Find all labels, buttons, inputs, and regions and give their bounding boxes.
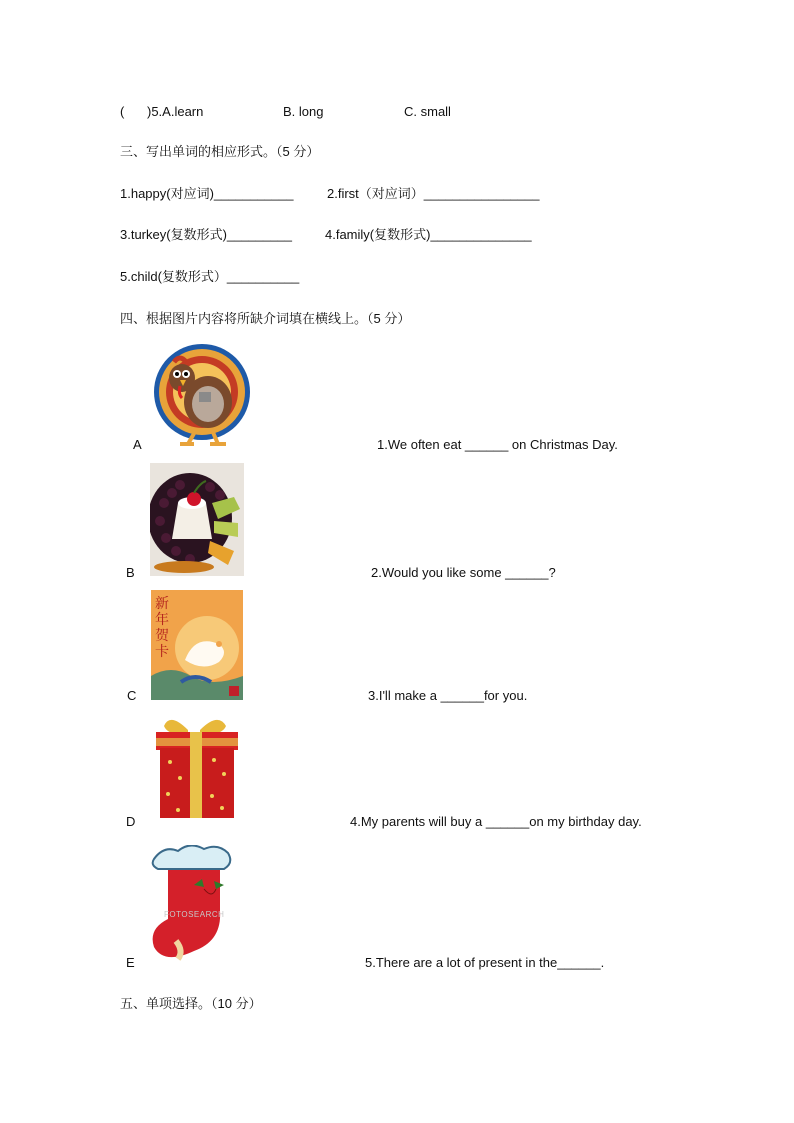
section3-item-1: 1.happy(对应词)___________ <box>120 186 294 201</box>
section3-item-4: 4.family(复数形式)______________ <box>325 227 532 242</box>
q5-option-b: B. long <box>283 104 324 119</box>
gift-box-image <box>150 712 242 824</box>
row-sentence-3: 3.I'll make a ______for you. <box>368 688 528 703</box>
row-letter-d: D <box>126 814 136 829</box>
card-text-char-1: 新 <box>155 596 169 612</box>
stocking-image <box>148 845 234 967</box>
row-letter-b: B <box>126 565 135 580</box>
row-sentence-4: 4.My parents will buy a ______on my birthday day. <box>350 814 642 829</box>
section3-item-5: 5.child(复数形式）__________ <box>120 269 300 284</box>
section3-heading: 三、写出单词的相应形式。（5 分） <box>120 144 320 159</box>
card-text-char-2: 年 <box>155 612 169 628</box>
section3-item-2: 2.first（对应词）________________ <box>327 186 540 201</box>
row-letter-c: C <box>127 688 137 703</box>
dessert-image <box>150 463 244 576</box>
row-letter-e: E <box>126 955 135 970</box>
row-sentence-2: 2.Would you like some ______? <box>371 565 556 580</box>
section4-heading: 四、根据图片内容将所缺介词填在横线上。（5 分） <box>120 311 411 326</box>
q5-option-c: C. small <box>404 104 451 119</box>
q5-paren: ( <box>120 104 125 119</box>
section3-item-3: 3.turkey(复数形式)_________ <box>120 227 292 242</box>
row-sentence-5: 5.There are a lot of present in the______. <box>365 955 605 970</box>
watermark-text: FOTOSEARCH <box>164 910 225 919</box>
card-text-char-4: 卡 <box>155 644 169 660</box>
new-year-card-image <box>151 590 243 700</box>
turkey-image <box>150 340 252 450</box>
card-text-char-3: 贺 <box>155 628 169 644</box>
row-sentence-1: 1.We often eat ______ on Christmas Day. <box>377 437 618 452</box>
section5-heading: 五、单项选择。（10 分） <box>120 996 262 1011</box>
q5-option-a: )5.A.learn <box>147 104 204 119</box>
row-letter-a: A <box>133 437 142 452</box>
